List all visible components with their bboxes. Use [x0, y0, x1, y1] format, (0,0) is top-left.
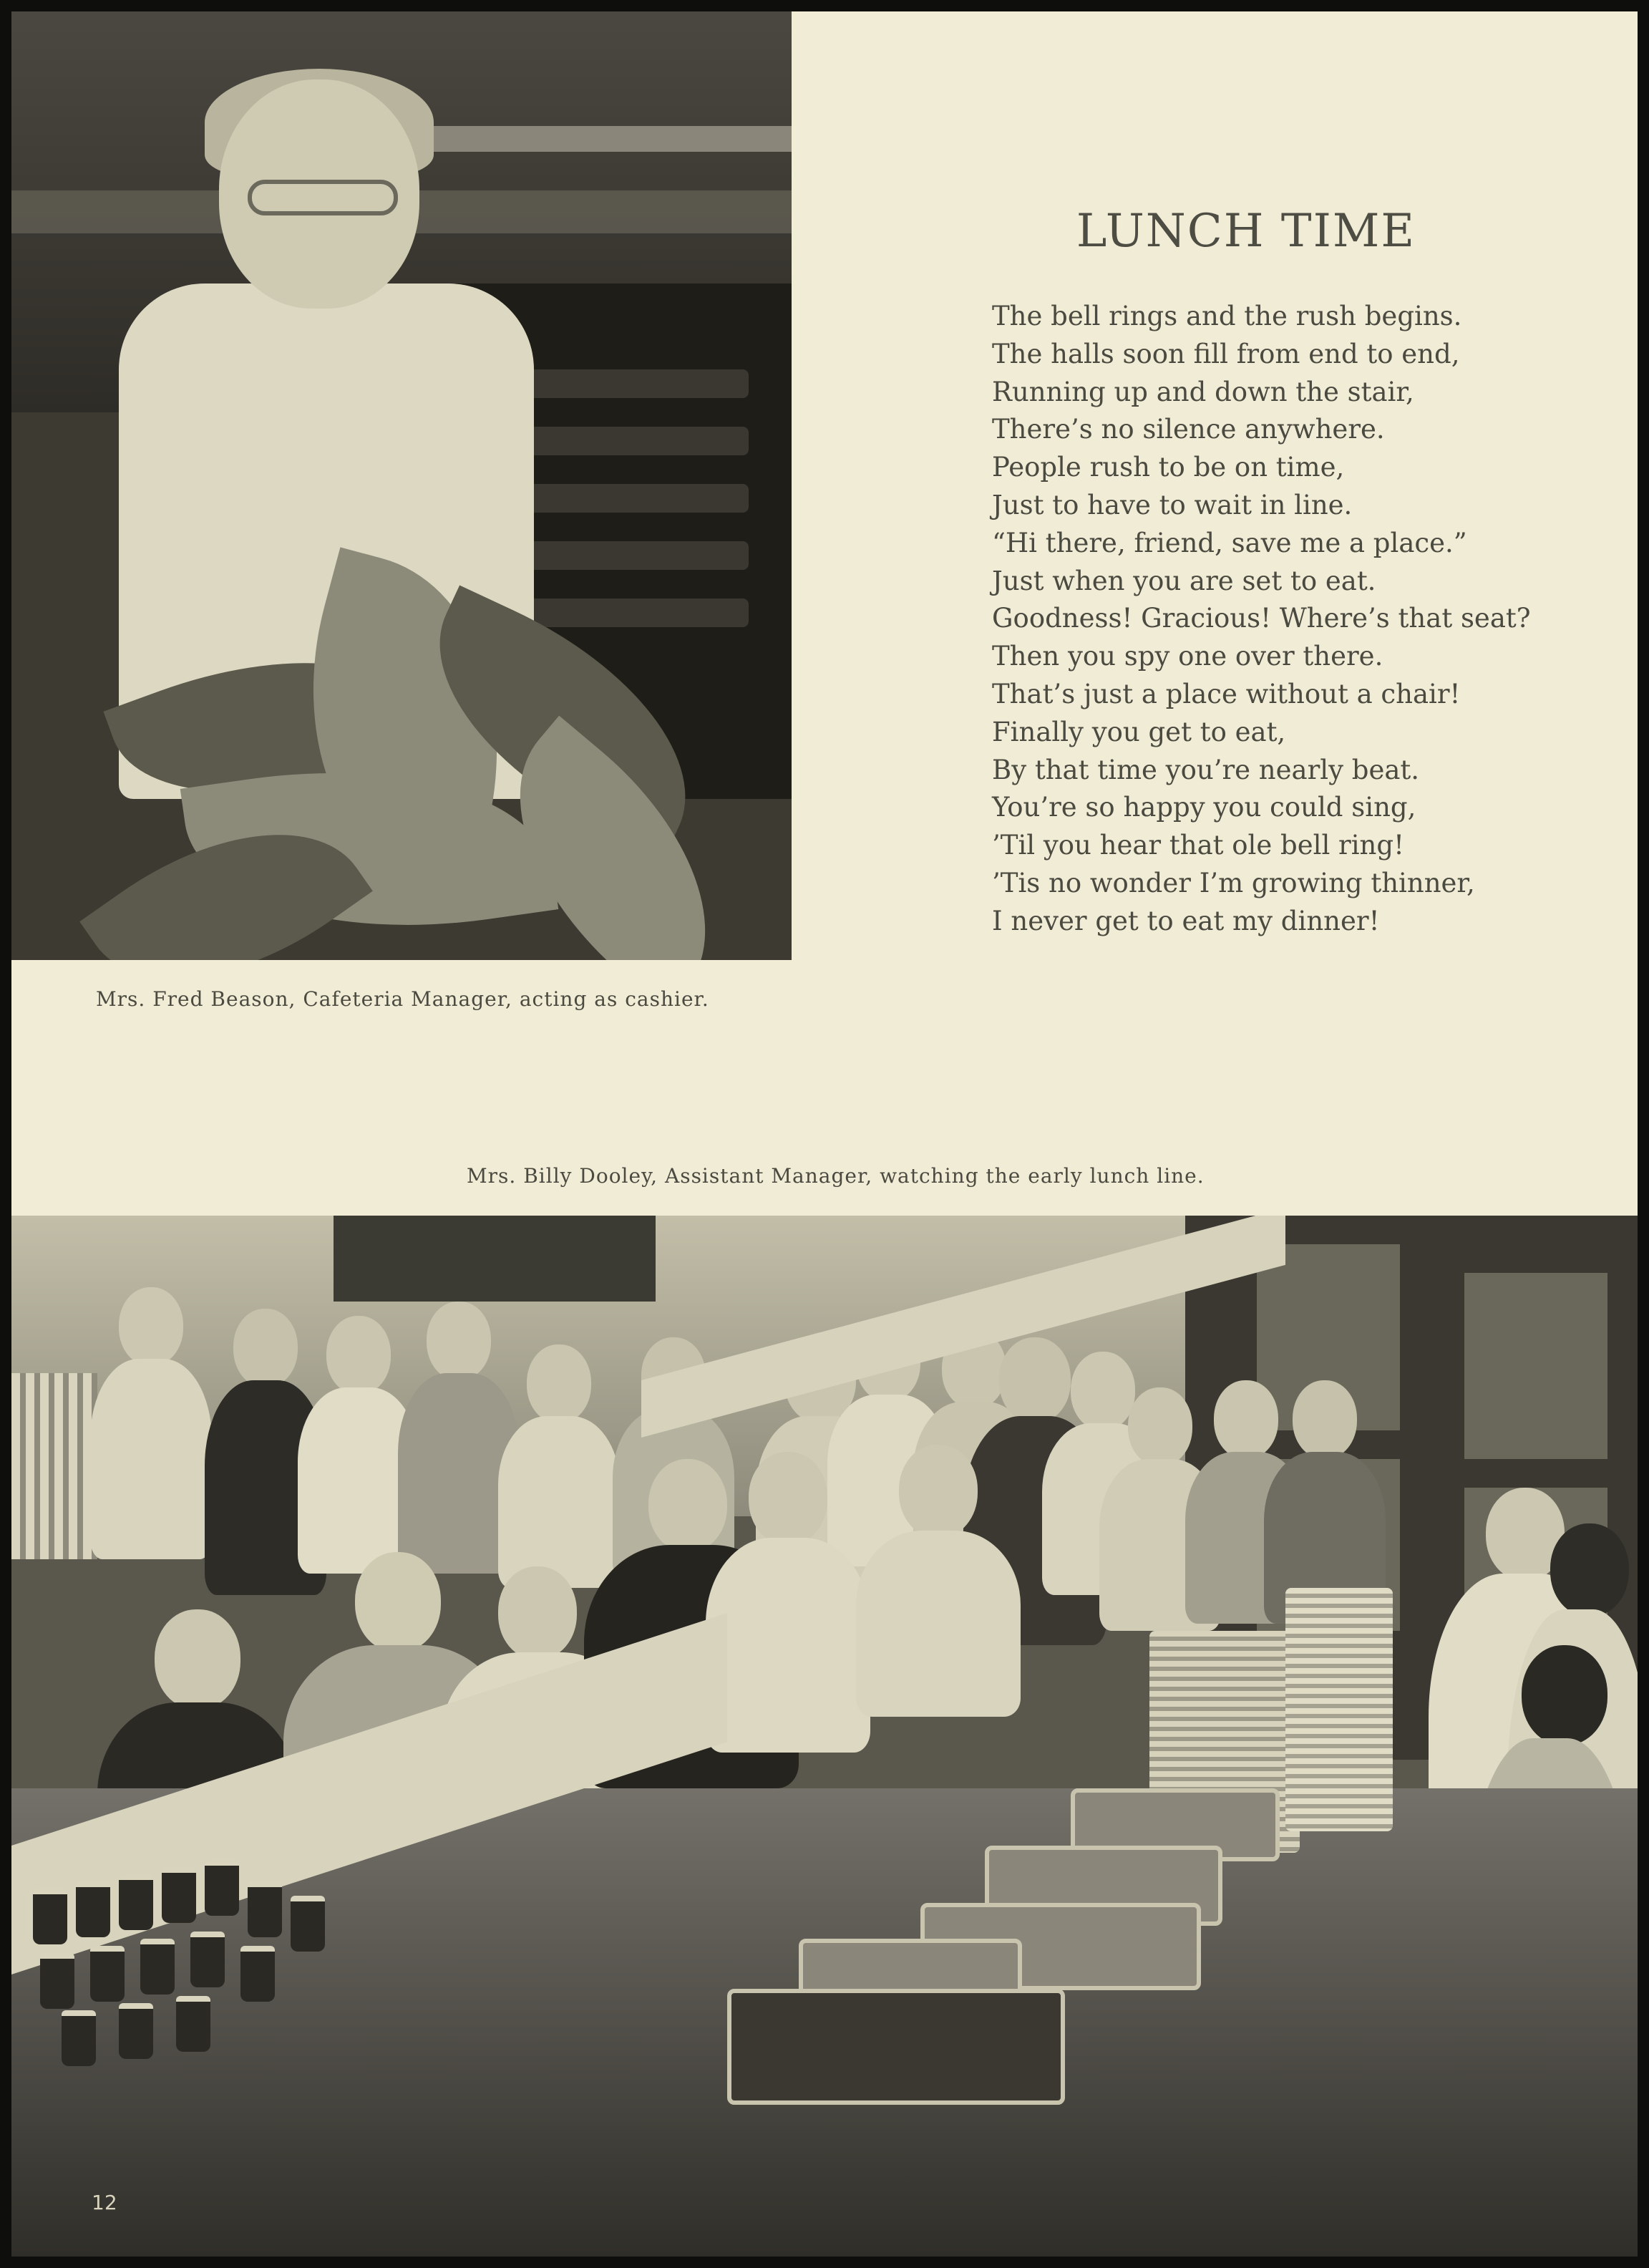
poem-line: ’Tis no wonder I’m growing thinner,: [992, 867, 1475, 898]
poem-line: There’s no silence anywhere.: [992, 414, 1385, 445]
poem-line: People rush to be on time,: [992, 452, 1345, 483]
poem: [992, 298, 1622, 941]
plate-stack: [1285, 1588, 1393, 1831]
page-title: LUNCH TIME: [1076, 205, 1416, 258]
poem-line: Running up and down the stair,: [992, 376, 1414, 407]
food-pan: [727, 1989, 1065, 2105]
dessert-glass: [205, 1860, 239, 1916]
poem-line: By that time you’re nearly beat.: [992, 754, 1420, 785]
dessert-glass: [119, 1874, 153, 1930]
poem-line: Goodness! Gracious! Where’s that seat?: [992, 603, 1531, 634]
dessert-glass: [90, 1946, 125, 2002]
poem-line: ’Til you hear that ole bell ring!: [992, 830, 1404, 861]
dessert-glass: [176, 1996, 210, 2052]
lunch-line-photo: [11, 1216, 1638, 2257]
dessert-glass: [248, 1881, 282, 1937]
radiator: [11, 1373, 97, 1559]
poem-line: Just when you are set to eat.: [992, 565, 1376, 596]
poem-line: The halls soon fill from end to end,: [992, 338, 1460, 369]
dessert-glass: [76, 1881, 110, 1937]
dessert-glass: [40, 1953, 74, 2009]
dessert-glass: [62, 2010, 96, 2066]
poem-line: You’re so happy you could sing,: [992, 792, 1416, 823]
top-photo-caption: Mrs. Fred Beason, Cafeteria Manager, acting as cashier.: [96, 987, 709, 1011]
poem-line: “Hi there, friend, save me a place.”: [992, 527, 1467, 558]
dessert-glass: [140, 1939, 175, 1995]
poem-line: That’s just a place without a chair!: [992, 678, 1461, 709]
dessert-glass: [162, 1867, 196, 1923]
cafeteria-manager-photo: [11, 11, 792, 960]
dessert-glass: [119, 2003, 153, 2059]
poem-line: Then you spy one over there.: [992, 641, 1383, 672]
dessert-glass: [240, 1946, 275, 2002]
yearbook-page: [11, 11, 1638, 2257]
poem-line: The bell rings and the rush begins.: [992, 301, 1462, 331]
bottom-photo-caption: Mrs. Billy Dooley, Assistant Manager, watching the early lunch line.: [467, 1164, 1205, 1188]
page-number: 12: [92, 2191, 117, 2214]
dessert-glass: [291, 1896, 325, 1952]
poem-line: I never get to eat my dinner!: [992, 905, 1380, 936]
dessert-glass: [33, 1889, 67, 1944]
dessert-glass: [190, 1932, 225, 1987]
poem-line: Finally you get to eat,: [992, 716, 1286, 747]
poem-line: Just to have to wait in line.: [992, 489, 1353, 520]
